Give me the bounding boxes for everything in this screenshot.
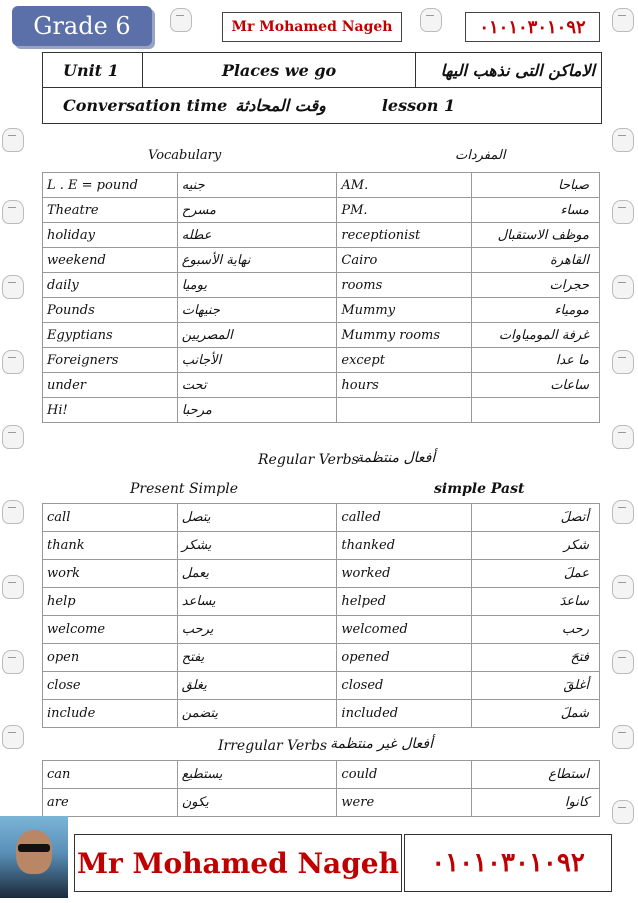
arabic-meaning: يستطيع: [177, 761, 337, 789]
vocabulary-row: [43, 323, 600, 348]
vocabulary-title-arabic: المفردات: [455, 148, 506, 163]
vocabulary-title: Vocabulary: [148, 148, 222, 163]
conversation-label-arabic: وقت المحادثة: [235, 95, 326, 115]
arabic-meaning: أتصلَ: [472, 504, 600, 532]
arabic-meaning: رحب: [472, 616, 600, 644]
teacher-name-bottom: Mr Mohamed Nageh: [74, 834, 402, 892]
english-term: close: [43, 672, 178, 700]
irregular-verb-row: [43, 761, 600, 789]
sketch-icon: [612, 575, 634, 599]
english-term: welcome: [43, 616, 178, 644]
regular-verb-row: [43, 616, 600, 644]
arabic-meaning: المصريين: [177, 323, 337, 348]
phone-top: ٠١٠١٠٣٠١٠٩٢: [465, 12, 600, 42]
unit-title-arabic: الاماكن التى نذهب اليها: [440, 60, 595, 80]
arabic-meaning: أغلقَ: [472, 672, 600, 700]
unit-title: Places we go: [143, 53, 416, 87]
arabic-meaning: ما عدا: [472, 348, 600, 373]
vocabulary-row: [43, 348, 600, 373]
english-term: under: [43, 373, 178, 398]
english-term: welcomed: [337, 616, 472, 644]
arabic-meaning: يكون: [177, 789, 337, 817]
arabic-meaning: يفتح: [177, 644, 337, 672]
english-term: Cairo: [337, 248, 472, 273]
arabic-meaning: صباحا: [472, 173, 600, 198]
english-term: daily: [43, 273, 178, 298]
english-term: [337, 398, 472, 423]
irregular-verb-row: [43, 789, 600, 817]
arabic-meaning: مساء: [472, 198, 600, 223]
english-term: L . E = pound: [43, 173, 178, 198]
arabic-meaning: مرحبا: [177, 398, 337, 423]
arabic-meaning: استطاع: [472, 761, 600, 789]
arabic-meaning: يساعد: [177, 588, 337, 616]
vocabulary-row: [43, 198, 600, 223]
arabic-meaning: موظف الاستقبال: [472, 223, 600, 248]
arabic-meaning: ساعات: [472, 373, 600, 398]
arabic-meaning: نهاية الأسبوع: [177, 248, 337, 273]
english-term: open: [43, 644, 178, 672]
arabic-meaning: ساعدَ: [472, 588, 600, 616]
lesson-label: lesson 1: [381, 95, 456, 115]
regular-verbs-title-arabic: أفعال منتظمة: [356, 450, 436, 466]
vocabulary-row: [43, 273, 600, 298]
english-term: Mummy rooms: [337, 323, 472, 348]
arabic-meaning: [472, 398, 600, 423]
english-term: Mummy: [337, 298, 472, 323]
regular-verb-row: [43, 700, 600, 728]
english-term: call: [43, 504, 178, 532]
arabic-meaning: يرحب: [177, 616, 337, 644]
sketch-icon: [420, 8, 442, 32]
vocabulary-row: [43, 398, 600, 423]
regular-verbs-title: Regular Verbs: [258, 452, 359, 468]
face-shape: [16, 830, 52, 874]
arabic-meaning: جنيهات: [177, 298, 337, 323]
arabic-meaning: القاهرة: [472, 248, 600, 273]
present-simple-header: Present Simple: [130, 481, 239, 497]
vocabulary-row: [43, 373, 600, 398]
english-term: included: [337, 700, 472, 728]
regular-verb-row: [43, 672, 600, 700]
english-term: include: [43, 700, 178, 728]
english-term: Egyptians: [43, 323, 178, 348]
regular-verb-row: [43, 504, 600, 532]
arabic-meaning: كانوا: [472, 789, 600, 817]
english-term: receptionist: [337, 223, 472, 248]
english-term: opened: [337, 644, 472, 672]
arabic-meaning: تحت: [177, 373, 337, 398]
english-term: Theatre: [43, 198, 178, 223]
arabic-meaning: فتحَ: [472, 644, 600, 672]
grade-badge: Grade 6: [12, 6, 152, 46]
lesson-header: [42, 52, 602, 124]
arabic-meaning: مسرح: [177, 198, 337, 223]
vocabulary-table: [42, 172, 600, 423]
sketch-icon: [612, 800, 634, 824]
sketch-icon: [612, 500, 634, 524]
english-term: were: [337, 789, 472, 817]
english-term: weekend: [43, 248, 178, 273]
simple-past-header: simple Past: [434, 481, 525, 497]
regular-verb-row: [43, 644, 600, 672]
english-term: except: [337, 348, 472, 373]
sketch-icon: [612, 650, 634, 674]
regular-verb-row: [43, 532, 600, 560]
arabic-meaning: يتصل: [177, 504, 337, 532]
english-term: PM.: [337, 198, 472, 223]
sketch-icon: [612, 128, 634, 152]
sketch-icon: [612, 350, 634, 374]
arabic-meaning: يعمل: [177, 560, 337, 588]
unit-label: Unit 1: [43, 53, 143, 87]
arabic-meaning: يتضمن: [177, 700, 337, 728]
arabic-meaning: حجرات: [472, 273, 600, 298]
arabic-meaning: يشكر: [177, 532, 337, 560]
regular-verbs-table: [42, 503, 600, 728]
sketch-icon: [2, 128, 24, 152]
arabic-meaning: شملَ: [472, 700, 600, 728]
sketch-icon: [612, 8, 634, 32]
sketch-icon: [612, 425, 634, 449]
english-term: hours: [337, 373, 472, 398]
english-term: could: [337, 761, 472, 789]
vocabulary-row: [43, 223, 600, 248]
sketch-icon: [2, 425, 24, 449]
sketch-icon: [2, 500, 24, 524]
teacher-photo: [0, 816, 68, 898]
english-term: helped: [337, 588, 472, 616]
vocabulary-row: [43, 298, 600, 323]
arabic-meaning: عطله: [177, 223, 337, 248]
sketch-icon: [170, 8, 192, 32]
english-term: Pounds: [43, 298, 178, 323]
sketch-icon: [2, 650, 24, 674]
sketch-icon: [2, 575, 24, 599]
english-term: rooms: [337, 273, 472, 298]
english-term: worked: [337, 560, 472, 588]
sketch-icon: [612, 725, 634, 749]
sketch-icon: [2, 725, 24, 749]
english-term: Hi!: [43, 398, 178, 423]
arabic-meaning: يغلق: [177, 672, 337, 700]
irregular-verbs-table: [42, 760, 600, 817]
regular-verb-row: [43, 588, 600, 616]
arabic-meaning: شكر: [472, 532, 600, 560]
english-term: closed: [337, 672, 472, 700]
english-term: can: [43, 761, 178, 789]
english-term: called: [337, 504, 472, 532]
vocabulary-row: [43, 173, 600, 198]
irregular-verbs-title: Irregular Verbs: [218, 738, 328, 754]
phone-bottom: ٠١٠١٠٣٠١٠٩٢: [404, 834, 612, 892]
sketch-icon: [2, 200, 24, 224]
sketch-icon: [2, 275, 24, 299]
sketch-icon: [2, 350, 24, 374]
sketch-icon: [612, 275, 634, 299]
english-term: Foreigners: [43, 348, 178, 373]
irregular-verbs-title-arabic: أفعال غير منتظمة: [330, 736, 433, 752]
english-term: AM.: [337, 173, 472, 198]
sunglasses-shape: [18, 844, 50, 852]
vocabulary-row: [43, 248, 600, 273]
english-term: holiday: [43, 223, 178, 248]
teacher-name-top: Mr Mohamed Nageh: [222, 12, 402, 42]
english-term: work: [43, 560, 178, 588]
english-term: thanked: [337, 532, 472, 560]
arabic-meaning: الأجانب: [177, 348, 337, 373]
arabic-meaning: جنيه: [177, 173, 337, 198]
english-term: help: [43, 588, 178, 616]
english-term: are: [43, 789, 178, 817]
arabic-meaning: عملَ: [472, 560, 600, 588]
regular-verb-row: [43, 560, 600, 588]
arabic-meaning: غرفة المومياوات: [472, 323, 600, 348]
conversation-label: Conversation time: [63, 95, 228, 115]
sketch-icon: [612, 200, 634, 224]
arabic-meaning: يوميا: [177, 273, 337, 298]
english-term: thank: [43, 532, 178, 560]
arabic-meaning: مومياء: [472, 298, 600, 323]
